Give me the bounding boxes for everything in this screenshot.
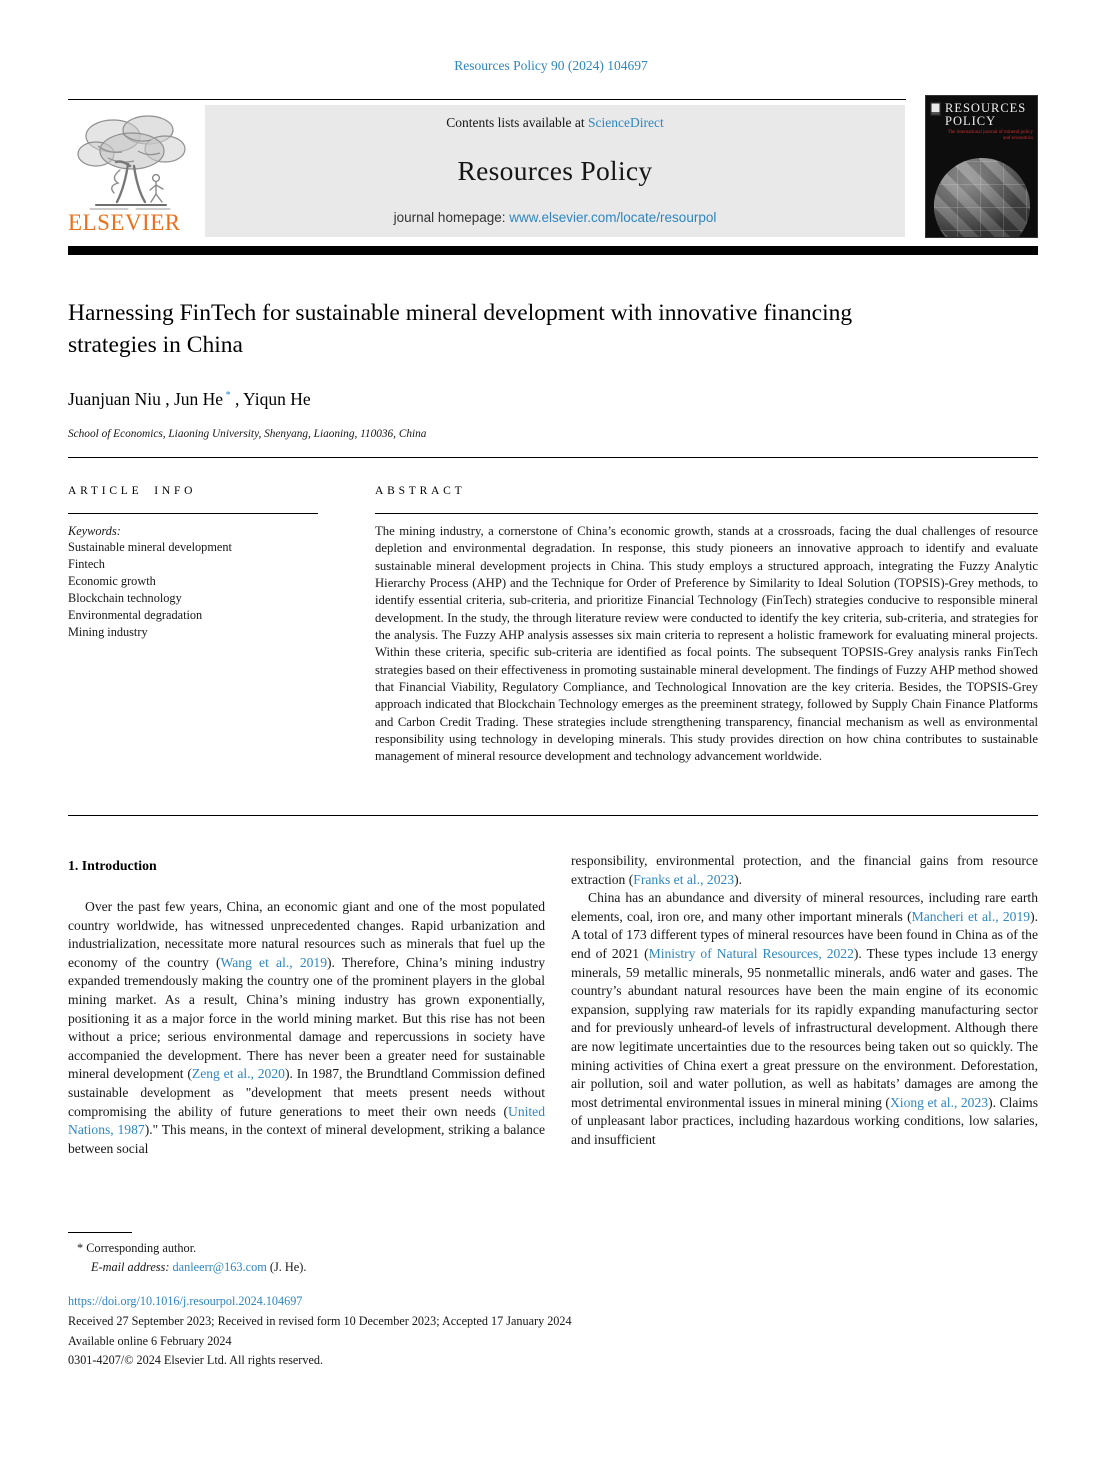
text-segment: ). Claims of unpleasant labor practices, including hazardous working conditions, low salaries, and insufficient <box>571 1094 1039 1147</box>
text-link[interactable]: Ministry of Natural Resources, 2022 <box>648 945 854 961</box>
text-segment: ). <box>734 871 743 887</box>
keywords-list <box>68 539 355 641</box>
text-link[interactable]: Franks et al., 2023 <box>633 871 735 887</box>
elsevier-tree-icon <box>68 106 200 212</box>
author-affiliation: School of Economics, Liaoning University, Shenyang, Liaoning, 110036, China <box>68 428 427 440</box>
text-link[interactable]: ScienceDirect <box>588 115 664 130</box>
keyword-item: Blockchain technology <box>68 591 182 605</box>
author-list <box>68 389 311 410</box>
text-segment: journal homepage: <box>393 210 510 225</box>
text-segment: )." This means, in the context of mineral development, striking a balance between social <box>68 1122 545 1156</box>
introduction-left-column <box>68 852 545 1158</box>
text-link[interactable]: * <box>223 390 231 402</box>
keyword-item: Environmental degradation <box>68 608 203 622</box>
divider <box>68 513 318 514</box>
text-segment: E-mail address: <box>91 1260 173 1274</box>
divider <box>68 815 1038 816</box>
text-link[interactable]: Xiong et al., 2023 <box>889 1094 989 1110</box>
divider <box>68 457 1038 458</box>
text-segment: ). These types include 13 energy minerals, 59 metallic minerals, 95 nonmetallic minerals, and6 water and gases. The country’s abundant natural resources have been the main engine of its economic expansion, supplying raw materials for its rapidly expanding manufacturing sector and for previously unheard-of levels of infrastructural development. Although there are now legitimate uncertainties due to the resources being taken out so quickly. The mining activities of China exert a great pressure on the environment. Deforestation, air pollution, soil and water pollution, as well as habitats’ damages are among the most detrimental environmental issues in mineral mining ( <box>571 945 1038 1110</box>
text-segment: Contents lists available at <box>446 115 588 130</box>
contents-lists-line <box>446 115 663 131</box>
abstract-text: The mining industry, a cornerstone of China’s economic growth, stands at a crossroads, facing the dual challenges of resource depletion and environmental degradation. In response, this study pioneers an innovative approach to identify and evaluate sustainable mineral development projects in China. This study employs a structured approach, integrating the Fuzzy Analytic Hierarchy Process (AHP) and the Technique for Order of Preference by Similarity to Ideal Solution (TOPSIS)-Grey methods, to identify essential criteria, sub-criteria, and prioritize Financial Technology (FinTech) strategies conducive to responsible mineral development. In the study, the through literature review were conducted to identify the key criteria, sub-criteria, and strategies for the analysis. The Fuzzy AHP analysis assesses six main criteria to represent a holistic framework for evaluating mineral projects. Within these criteria, specific sub-criteria are identified as focal points. The subsequent TOPSIS-Grey analysis ranks FinTech strategies based on their effectiveness in promoting sustainable mineral development. The findings of Fuzzy AHP method showed that Financial Viability, Regulatory Compliance, and Technological Innovation are the key criteria. Besides, the TOPSIS-Grey approach indicated that Blockchain Technology emerges as the preeminent strategy, followed by Supply Chain Finance Platforms and Carbon Credit Trading. These strategies include strengthening transparency, financial mechanism as well as environmental responsibility using technology in developing minerals. This study provides direction on how china contributes to sustainable management of mineral resource development and technology advancement worldwide. <box>375 524 1038 764</box>
keywords-label: Keywords: <box>68 524 121 538</box>
email-line <box>68 1260 1038 1275</box>
text-link[interactable]: www.elsevier.com/locate/resourpol <box>509 210 717 225</box>
text-segment: (J. He). <box>266 1260 307 1274</box>
text-segment: Juanjuan Niu , Jun He <box>68 389 224 409</box>
introduction-paragraph <box>571 889 1038 1149</box>
journal-homepage-line <box>394 210 717 225</box>
text-link[interactable]: Zeng et al., 2020 <box>191 1066 285 1082</box>
introduction-paragraph-continued <box>571 852 1038 889</box>
introduction-right-column <box>571 852 1038 1158</box>
cover-globe-collage <box>934 158 1030 238</box>
copyright-line: 0301-4207/© 2024 Elsevier Ltd. All rights reserved. <box>68 1353 323 1368</box>
introduction-paragraph <box>68 898 545 1158</box>
text-link[interactable]: Wang et al., 2019 <box>220 954 328 970</box>
text-segment: Over the past few years, China, an economic giant and one of the most populated country worldwide, has witnessed unprecedented changes. Rapid urbanization and industrialization, necessitate more natural resources such as minerals that fuel up the economy of the country ( <box>68 899 545 970</box>
text-link[interactable]: Mancheri et al., 2019 <box>911 908 1031 924</box>
journal-name: Resources Policy <box>457 154 653 186</box>
footnote-divider <box>68 1232 132 1233</box>
text-link[interactable]: https://doi.org/10.1016/j.resourpol.2024.104697 <box>68 1294 303 1308</box>
cover-title-line1: RESOURCES <box>945 101 1027 115</box>
keyword-item: Economic growth <box>68 574 156 588</box>
introduction-heading: 1. Introduction <box>68 858 157 873</box>
text-segment: ). A total of 173 different types of mineral resources have been found in China as of the end of 2021 ( <box>571 908 1038 961</box>
keyword-item: Sustainable mineral development <box>68 540 232 554</box>
article-title: Harnessing FinTech for sustainable mineral development with innovative financing strategies in China <box>68 300 853 359</box>
elsevier-wordmark: ELSEVIER <box>68 210 181 235</box>
keyword-item: Fintech <box>68 557 105 571</box>
text-segment: ). In 1987, the Brundtland Commission defined sustainable development as "development that meets present needs without compromising the ability of future generations to meet their own needs ( <box>68 1066 546 1119</box>
text-segment: , Yiqun He <box>230 389 311 409</box>
publication-details <box>68 1292 1038 1371</box>
footnotes-section <box>68 1232 1038 1371</box>
text-link[interactable]: danleerr@163.com <box>172 1260 267 1274</box>
journal-reference: Resources Policy 90 (2024) 104697 <box>454 58 648 73</box>
corresponding-author-note: * Corresponding author. <box>77 1241 197 1255</box>
keyword-item: Mining industry <box>68 625 148 639</box>
elsevier-mini-logo-icon <box>930 102 941 116</box>
info-abstract-section <box>68 479 1038 766</box>
abstract-heading: ABSTRACT <box>375 485 466 497</box>
cover-subtitle: The international journal of mineral policy and economics <box>947 129 1033 141</box>
elsevier-logo <box>68 106 200 240</box>
masthead-top-divider <box>68 99 906 100</box>
masthead-bottom-bar <box>68 246 1038 255</box>
article-info-heading: ARTICLE INFO <box>68 485 197 497</box>
masthead-panel <box>205 105 905 237</box>
cover-title-line2: POLICY <box>945 113 997 128</box>
journal-cover-thumbnail <box>925 95 1038 238</box>
available-online-line: Available online 6 February 2024 <box>68 1333 232 1348</box>
text-segment: ). Therefore, China’s mining industry expanded tremendously making the country one of the prominent players in the global mining market. As a result, China’s mining industry has grown exponentially, positioning it as a major force in the world mining market. But this rise has not been without a price; serious environmental damage and repercussions in society have accompanied the development. There has never been a greater need for sustainable mineral development ( <box>68 954 545 1082</box>
cover-header <box>926 96 1037 128</box>
cover-title <box>945 102 1026 128</box>
doi-line <box>68 1292 1038 1312</box>
divider <box>375 513 1038 514</box>
text-segment: China has an abundance and diversity of mineral resources, including rare earth elements, coal, iron ore, and many other important minerals ( <box>571 890 1038 924</box>
text-link[interactable]: United Nations, 1987 <box>68 1103 545 1138</box>
received-dates-line: Received 27 September 2023; Received in revised form 10 December 2023; Accepted 17 January 2024 <box>68 1313 572 1328</box>
abstract-column <box>375 479 1038 766</box>
text-segment: responsibility, environmental protection, and the financial gains from resource extraction ( <box>571 853 1038 887</box>
article-info-column <box>68 479 375 766</box>
introduction-section <box>68 852 1038 1158</box>
